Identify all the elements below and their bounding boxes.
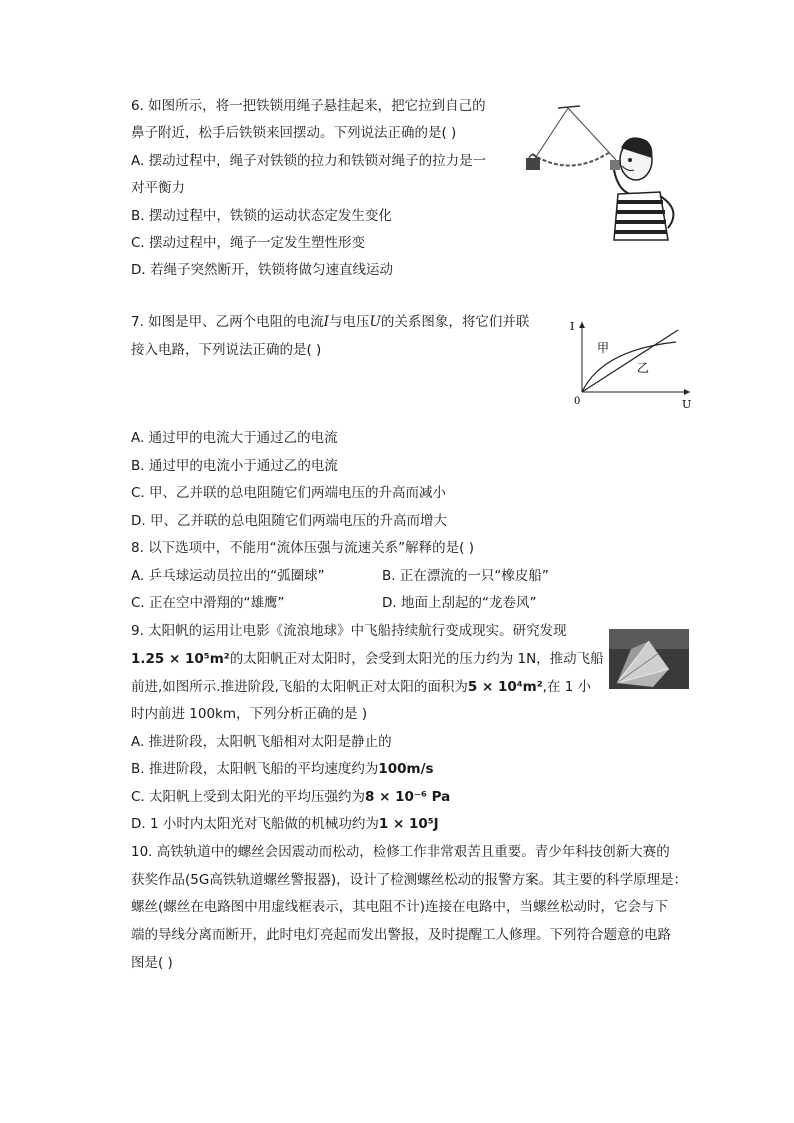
q6-option-a-cont: 对平衡力 (131, 180, 185, 196)
q9-option-c (131, 787, 450, 807)
q7-stem-line2: 接入电路，下列说法正确的是( ) (131, 342, 322, 358)
q9-option-d-text: D. 1 小时内太阳光对飞船做的机械功约为 (131, 816, 379, 832)
iu-graph (566, 316, 696, 412)
q10-line2: 获奖作品(5G高铁轨道螺丝警报器)，设计了检测螺丝松动的报警方案。其主要的科学原理是： (131, 872, 688, 888)
q9-option-b (131, 759, 434, 779)
q9-stem-line2-text: 的太阳帆正对太阳时，会受到太阳光的压力约为 1N，推动飞船 (229, 651, 604, 667)
q7-option-c: C. 甲、乙并联的总电阻随它们两端电压的升高而减小 (131, 485, 447, 501)
graph-origin-label: 0 (574, 396, 581, 407)
graph-y-axis-label: I (570, 320, 575, 333)
q9-sail-area-value: 5 × 10⁴m² (467, 679, 543, 695)
q6-option-b: B. 摆动过程中，铁锁的运动状态定发生变化 (131, 208, 392, 224)
q9-stem-line1: 9. 太阳帆的运用让电影《流浪地球》中飞船持续航行变成现实。研究发现 (131, 623, 567, 639)
q8-option-d: D. 地面上刮起的“龙卷风” (382, 595, 537, 611)
q10-line5: 图是( ) (131, 955, 173, 971)
graph-label-yi: 乙 (637, 361, 650, 375)
q6-option-c: C. 摆动过程中，绳子一定发生塑性形变 (131, 235, 366, 251)
q8-stem: 8. 以下选项中，不能用“流体压强与流速关系”解释的是( ) (131, 540, 474, 556)
solar-sail-photo (609, 629, 689, 689)
q9-stem-line4: 时内前进 100km，下列分析正确的是 ) (131, 706, 368, 722)
q7-stem-part-c: 的关系图象，将它们并联 (380, 314, 530, 330)
q8-option-b: B. 正在漂流的一只“橡皮船” (382, 568, 549, 584)
q9-area-value: 1.25 × 10⁵m² (131, 651, 230, 667)
q7-option-a: A. 通过甲的电流大于通过乙的电流 (131, 430, 338, 446)
q8-option-c: C. 正在空中滑翔的“雄鹰” (131, 595, 285, 611)
q10-line4: 端的导线分离而断开，此时电灯亮起而发出警报，及时提醒工人修理。下列符合题意的电路 (131, 927, 671, 943)
q9-option-a: A. 推进阶段，太阳帆飞船相对太阳是静止的 (131, 734, 392, 750)
q9-option-d-value: 1 × 10⁵J (378, 816, 439, 832)
graph-x-axis-label: U (682, 398, 692, 411)
q7-stem-part-a: 7. 如图是甲、乙两个电阻的电流 (131, 314, 324, 330)
q9-option-c-text: C. 太阳帆上受到太阳光的平均压强约为 (131, 789, 366, 805)
q9-stem-line3-text: 前进,如图所示.推进阶段,飞船的太阳帆正对太阳的面积为 (131, 679, 468, 695)
q6-option-a: A. 摆动过程中，绳子对铁锁的拉力和铁锁对绳子的拉力是一 (131, 153, 487, 169)
q9-stem-line3-end: ,在 1 小 (542, 679, 592, 695)
q9-option-c-value: 8 × 10⁻⁶ Pa (365, 789, 451, 805)
q6-stem-line2: 鼻子附近，松手后铁锁来回摆动。下列说法正确的是( ) (131, 125, 457, 141)
q7-stem-line1 (131, 312, 529, 332)
q8-option-a: A. 乒乓球运动员拉出的“弧圈球” (131, 568, 325, 584)
graph-label-jia: 甲 (597, 341, 610, 355)
q7-option-d: D. 甲、乙并联的总电阻随它们两端电压的升高而增大 (131, 513, 447, 529)
q7-stem-part-b: 与电压 (329, 314, 370, 330)
q9-stem-line3 (131, 677, 591, 697)
q6-option-d: D. 若绳子突然断开，铁锁将做匀速直线运动 (131, 262, 393, 278)
q9-option-d (131, 814, 439, 834)
q9-option-b-value: 100m/s (378, 761, 434, 777)
q7-symbol-i: I (323, 314, 330, 330)
q10-line1: 10. 高铁轨道中的螺丝会因震动而松动，检修工作非常艰苦且重要。青少年科技创新大赛的 (131, 844, 670, 860)
q7-option-b: B. 通过甲的电流小于通过乙的电流 (131, 458, 338, 474)
q6-stem-line1: 6. 如图所示，将一把铁锁用绳子悬挂起来，把它拉到自己的 (131, 98, 486, 114)
q9-stem-line2 (131, 649, 604, 669)
q10-line3: 螺丝(螺丝在电路图中用虚线框表示，其电阻不计)连接在电路中，当螺丝松动时，它会与下 (131, 899, 669, 915)
q9-option-b-text: B. 推进阶段，太阳帆飞船的平均速度约为 (131, 761, 379, 777)
pendulum-boy-illustration (518, 102, 688, 242)
q7-symbol-u: U (369, 314, 381, 330)
